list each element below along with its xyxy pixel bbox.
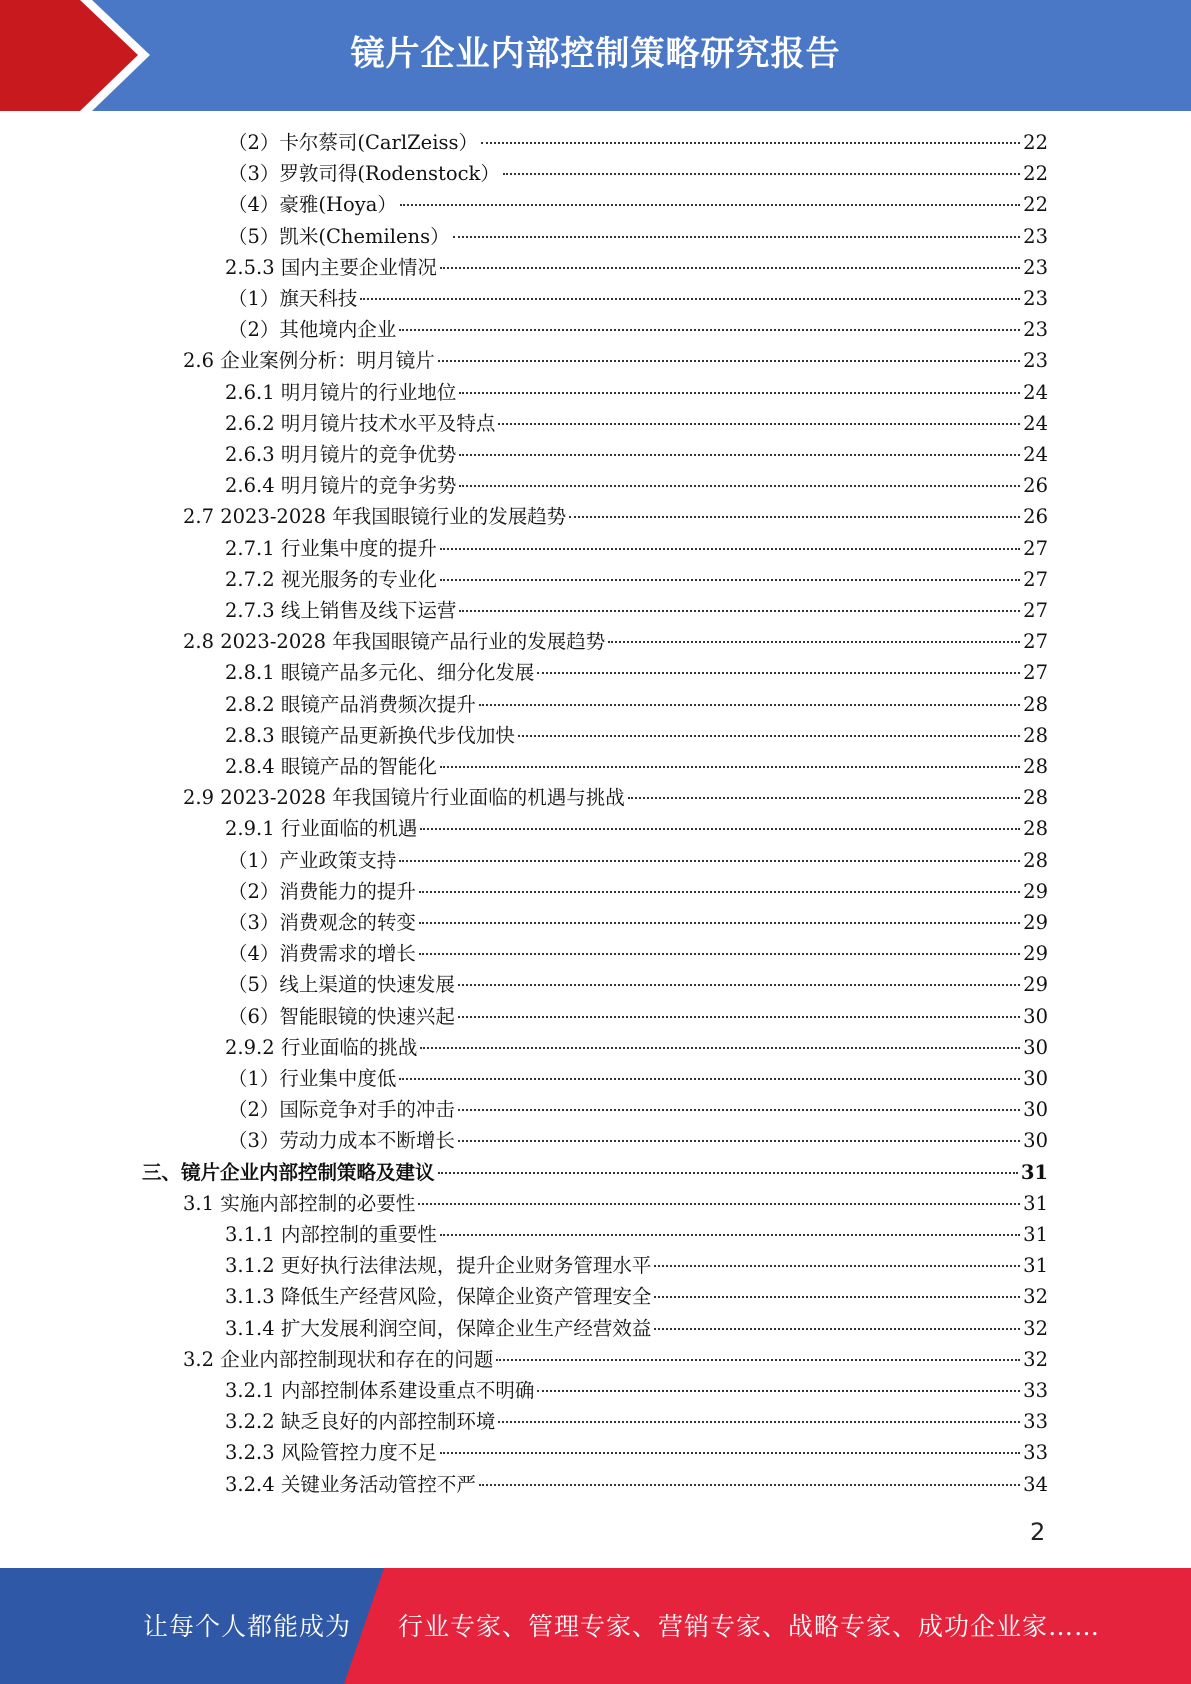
toc-entry[interactable] [225,1219,1048,1250]
toc-entry[interactable] [228,907,1048,938]
toc-dot-leader [628,797,1020,799]
toc-entry[interactable] [225,533,1048,564]
toc-entry-page: 22 [1023,131,1048,154]
toc-entry-page: 31 [1023,1191,1048,1215]
toc-entry[interactable] [228,1125,1048,1156]
toc-dot-leader [654,1328,1020,1330]
toc-entry-label: （1）产业政策支持 [228,848,397,872]
toc-entry[interactable] [225,252,1048,283]
toc-entry-page: 23 [1023,255,1048,279]
toc-entry[interactable] [228,221,1048,252]
toc-dot-leader [419,891,1020,893]
toc-dot-leader [459,454,1020,456]
toc-dot-leader [440,1234,1020,1236]
toc-entry[interactable] [228,969,1048,1000]
toc-dot-leader [479,704,1020,706]
toc-entry[interactable] [183,1344,1048,1375]
toc-entry-page: 23 [1023,287,1048,310]
toc-entry-page: 32 [1023,1316,1048,1340]
toc-entry[interactable] [183,1188,1048,1219]
page-header [0,0,1191,111]
toc-dot-leader [459,392,1020,394]
toc-entry-page: 24 [1023,443,1048,466]
toc-entry-label: 2.5.3 国内主要企业情况 [225,255,437,279]
toc-entry-page: 28 [1023,848,1048,872]
toc-entry-label: 2.8.4 眼镜产品的智能化 [225,755,437,778]
toc-entry-page: 33 [1023,1441,1048,1465]
toc-entry[interactable] [225,813,1048,844]
toc-entry[interactable] [225,1250,1048,1281]
toc-entry-label: 3.2.4 关键业务活动管控不严 [225,1472,476,1496]
toc-entry[interactable] [225,720,1048,751]
toc-entry-label: （4）豪雅(Hoya） [228,193,397,217]
toc-entry[interactable] [225,470,1048,501]
toc-entry-label: 2.6.3 明月镜片的竞争优势 [225,443,457,466]
toc-entry-page: 28 [1023,786,1048,810]
toc-entry-page: 27 [1023,567,1048,591]
toc-dot-leader [440,1452,1020,1454]
toc-dot-leader [420,828,1020,830]
toc-entry-page: 30 [1023,1067,1048,1090]
toc-dot-leader [453,236,1021,238]
toc-entry-page: 23 [1023,349,1048,373]
toc-entry-page: 33 [1023,1410,1048,1434]
toc-entry-page: 30 [1023,1035,1048,1059]
toc-entry[interactable] [225,1469,1048,1500]
toc-dot-leader [440,579,1020,581]
toc-dot-leader [458,984,1020,986]
toc-entry-page: 28 [1023,755,1048,778]
toc-dot-leader [518,735,1020,737]
toc-entry-page: 30 [1023,1129,1048,1153]
toc-entry-label: （2）消费能力的提升 [228,879,416,903]
toc-entry[interactable] [225,564,1048,595]
toc-entry-label: 2.8.2 眼镜产品消费频次提升 [225,692,476,716]
toc-dot-leader [440,766,1020,768]
toc-entry-label: 2.9 2023-2028 年我国镜片行业面临的机遇与挑战 [183,786,625,810]
toc-entry[interactable] [225,1406,1048,1437]
toc-entry-label: （6）智能眼镜的快速兴起 [228,1004,455,1028]
page-number: 2 [1030,1518,1046,1546]
toc-entry-label: 3.1.3 降低生产经营风险，保障企业资产管理安全 [225,1285,652,1309]
toc-entry[interactable] [228,1094,1048,1125]
toc-entry-label: 2.6.2 明月镜片技术水平及特点 [225,411,496,435]
toc-dot-leader [459,610,1020,612]
toc-dot-leader [399,1078,1020,1080]
toc-dot-leader [654,1296,1020,1298]
toc-entry-page: 30 [1023,1098,1048,1122]
toc-entry-page: 32 [1023,1285,1048,1309]
report-title: 镜片企业内部控制策略研究报告 [350,34,841,74]
toc-dot-leader [654,1265,1020,1267]
toc-entry-label: 3.1 实施内部控制的必要性 [183,1191,416,1215]
toc-entry-label: （3）罗敦司得(Rodenstock） [228,162,500,186]
toc-dot-leader [537,672,1020,674]
toc-entry-label: 三、镜片企业内部控制策略及建议 [142,1160,435,1184]
toc-dot-leader [608,641,1020,643]
toc-entry[interactable] [225,1281,1048,1312]
toc-entry-page: 29 [1023,879,1048,903]
toc-entry-label: （5）线上渠道的快速发展 [228,973,455,997]
toc-dot-leader [458,1016,1020,1018]
toc-dot-leader [420,1047,1020,1049]
toc-entry-page: 28 [1023,723,1048,747]
toc-entry-page: 31 [1020,1160,1048,1184]
toc-dot-leader [438,1172,1018,1174]
toc-dot-leader [419,953,1020,955]
toc-entry-page: 34 [1023,1472,1048,1496]
toc-dot-leader [440,548,1020,550]
toc-entry-page: 24 [1023,411,1048,435]
toc-entry[interactable] [225,439,1048,470]
toc-dot-leader [440,267,1020,269]
toc-dot-leader [537,1390,1020,1392]
toc-entry[interactable] [228,1063,1048,1094]
toc-entry-page: 31 [1023,1223,1048,1246]
toc-entry-page: 28 [1023,817,1048,841]
toc-entry[interactable] [142,1157,1048,1188]
toc-entry-label: 3.2 企业内部控制现状和存在的问题 [183,1347,494,1371]
toc-dot-leader [459,485,1020,487]
toc-entry-label: （1）旗天科技 [228,287,358,310]
toc-entry-label: （4）消费需求的增长 [228,942,416,966]
toc-entry-page: 28 [1023,692,1048,716]
toc-dot-leader [419,922,1020,924]
toc-entry[interactable] [225,377,1048,408]
toc-dot-leader [399,860,1020,862]
toc-entry-label: 3.1.4 扩大发展利润空间，保障企业生产经营效益 [225,1316,652,1340]
toc-entry-label: （3）消费观念的转变 [228,911,416,934]
toc-entry-label: 3.2.1 内部控制体系建设重点不明确 [225,1379,535,1402]
toc-entry-label: （3）劳动力成本不断增长 [228,1129,455,1153]
toc-entry-label: 2.8.1 眼镜产品多元化、细分化发展 [225,661,535,685]
toc-entry-page: 27 [1023,630,1048,654]
toc-entry-label: （2）卡尔蔡司(CarlZeiss） [228,131,478,154]
toc-entry-label: 2.7 2023-2028 年我国眼镜行业的发展趋势 [183,505,567,529]
toc-entry[interactable] [225,751,1048,782]
toc-entry-page: 26 [1023,505,1048,529]
toc-entry[interactable] [225,1375,1048,1406]
toc-entry-label: 2.8.3 眼镜产品更新换代步伐加快 [225,723,515,747]
toc-entry[interactable] [225,1437,1048,1468]
toc-entry[interactable] [228,314,1048,345]
toc-dot-leader [569,516,1020,518]
toc-entry-label: （2）其他境内企业 [228,318,397,342]
toc-entry-label: 2.6 企业案例分析：明月镜片 [183,349,435,373]
toc-entry-label: 2.8 2023-2028 年我国眼镜产品行业的发展趋势 [183,630,606,654]
footer-slogan-right: 行业专家、管理专家、营销专家、战略专家、成功企业家…… [398,1612,1101,1641]
toc-entry[interactable] [228,938,1048,969]
toc-entry-page: 24 [1023,380,1048,404]
toc-entry-page: 27 [1023,536,1048,560]
toc-entry-label: 2.9.2 行业面临的挑战 [225,1035,418,1059]
toc-entry-page: 23 [1023,224,1048,248]
toc-dot-leader [458,1109,1020,1111]
toc-entry-page: 22 [1023,193,1048,217]
toc-entry[interactable] [228,1001,1048,1032]
toc-entry-page: 30 [1023,1004,1048,1028]
toc-entry[interactable] [225,595,1048,626]
toc-entry-page: 33 [1023,1379,1048,1402]
toc-entry[interactable] [228,127,1048,158]
toc-dot-leader [400,204,1020,206]
toc-dot-leader [458,1140,1020,1142]
page-footer [0,1568,1191,1684]
toc-entry[interactable] [225,1313,1048,1344]
toc-entry[interactable] [183,501,1048,532]
toc-entry-label: （1）行业集中度低 [228,1067,397,1090]
toc-entry-page: 29 [1023,911,1048,934]
toc-dot-leader [360,298,1020,300]
toc-entry-label: 2.7.3 线上销售及线下运营 [225,599,457,622]
toc-entry-label: 3.2.3 风险管控力度不足 [225,1441,437,1465]
toc-dot-leader [418,1203,1020,1205]
toc-entry[interactable] [228,283,1048,314]
toc-entry[interactable] [225,689,1048,720]
toc-entry-label: （2）国际竞争对手的冲击 [228,1098,455,1122]
toc-entry-page: 29 [1023,973,1048,997]
toc-entry-label: 3.1.1 内部控制的重要性 [225,1223,437,1246]
toc-entry-page: 31 [1023,1254,1048,1278]
toc-entry-page: 27 [1023,599,1048,622]
toc-entry-label: 3.1.2 更好执行法律法规，提升企业财务管理水平 [225,1254,652,1278]
toc-entry-page: 26 [1023,474,1048,498]
footer-slogan-left: 让每个人都能成为 [143,1612,352,1641]
toc-entry[interactable] [183,782,1048,813]
toc-entry-label: 2.6.4 明月镜片的竞争劣势 [225,474,457,498]
toc-dot-leader [503,173,1020,175]
toc-entry-page: 32 [1023,1347,1048,1371]
toc-dot-leader [399,329,1020,331]
toc-dot-leader [498,1421,1020,1423]
toc-entry-page: 27 [1023,661,1048,685]
toc-entry-label: （5）凯米(Chemilens） [228,224,450,248]
toc-entry-label: 2.7.1 行业集中度的提升 [225,536,437,560]
toc-dot-leader [498,423,1020,425]
toc-dot-leader [481,142,1020,144]
toc-dot-leader [479,1484,1020,1486]
toc-dot-leader [496,1359,1020,1361]
toc-entry[interactable] [183,626,1048,657]
toc-entry[interactable] [228,845,1048,876]
toc-entry[interactable] [183,345,1048,376]
toc-entry-page: 23 [1023,318,1048,342]
toc-entry-label: 2.6.1 明月镜片的行业地位 [225,380,457,404]
toc-entry-page: 22 [1023,162,1048,186]
toc-entry[interactable] [228,189,1048,220]
toc-entry[interactable] [225,408,1048,439]
toc-entry-label: 2.7.2 视光服务的专业化 [225,567,437,591]
toc-entry[interactable] [228,876,1048,907]
toc-entry-label: 3.2.2 缺乏良好的内部控制环境 [225,1410,496,1434]
toc-entry[interactable] [225,1032,1048,1063]
toc-entry[interactable] [228,158,1048,189]
toc-dot-leader [438,360,1020,362]
toc-entry-label: 2.9.1 行业面临的机遇 [225,817,418,841]
toc-entry-page: 29 [1023,942,1048,966]
toc-entry[interactable] [225,657,1048,688]
